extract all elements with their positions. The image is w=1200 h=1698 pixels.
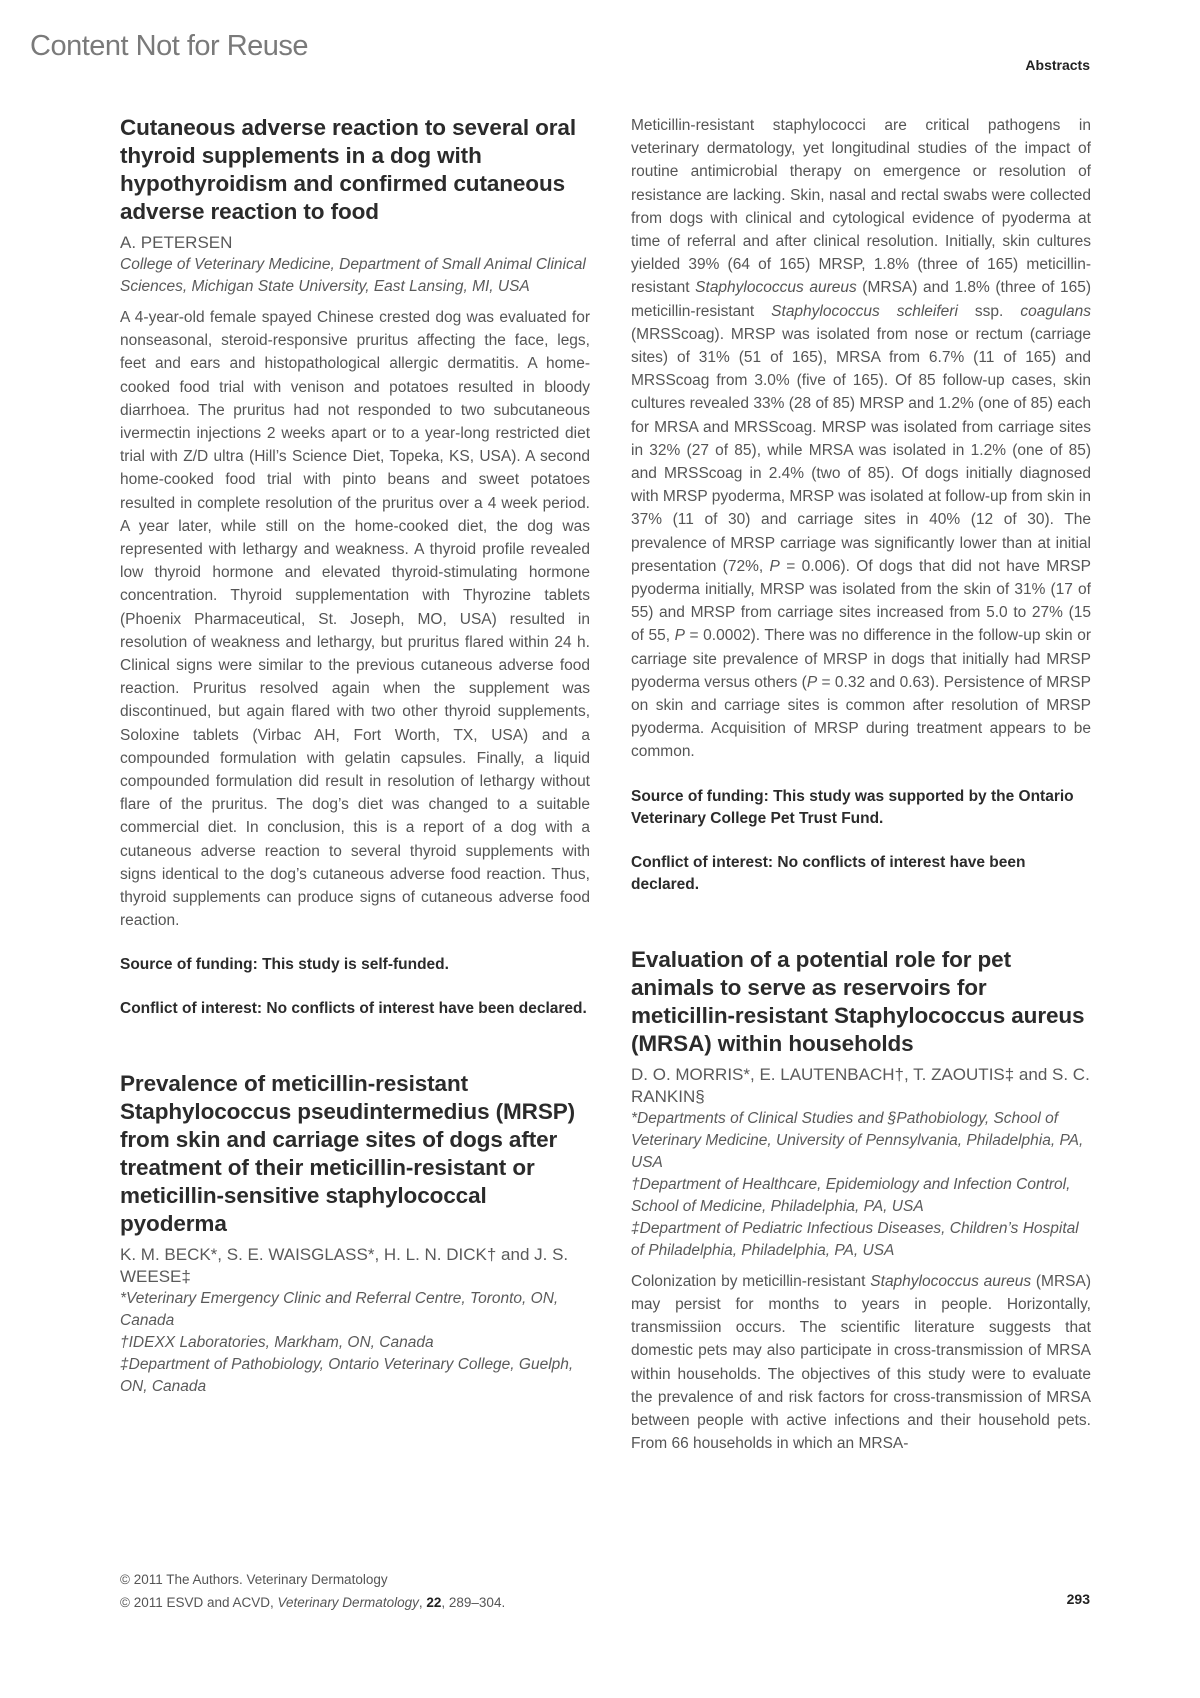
abstract-body: A 4-year-old female spayed Chinese crested dog was evaluated for nonseasonal, steroid-responsive pruritus affecting the face, legs, feet and ears and histopathological allergic dermatitis. A home-cooked food trial with venison and potatoes resulted in bloody diarrhoea. The pruritus had not responded to two subcutaneous ivermectin injections 2 weeks apart or to a year-long restricted diet trial with Z/D ultra (Hill’s Science Diet, Topeka, KS, USA). A second home-cooked food trial with pinto beans and sweet potatoes resulted in complete resolution of the pruritus over a 4 week period. A year later, while still on the home-cooked diet, the dog was represented with lethargy and weakness. A thyroid profile revealed low thyroid hormone and elevated thyroid-stimulating hormone concentration. Thyroid supplementation with Thyrozine tablets (Phoenix Pharmaceutical, St. Joseph, MO, USA) resulted in resolution of weakness and lethargy, but pruritus flared within 24 h. Clinical signs were similar to the previous cutaneous adverse food reaction. Pruritus resolved again when the supplement was discontinued, but again flared with two other thyroid supplements, Soloxine tablets (Virbac AH, Fort Worth, TX, USA) and a compounded formulation with gelatin capsules. Finally, a liquid compounded formulation did result in resolution of lethargy without flare of the pruritus. The dog’s diet was changed to a suitable commercial diet. In conclusion, this is a report of a dog with a cutaneous adverse reaction to several thyroid supplements with signs identical to the dog’s cutaneous adverse food reaction. Thus, thyroid supplements can produce signs of cutaneous adverse food reaction. — [120, 309, 590, 930]
watermark: Content Not for Reuse — [30, 30, 309, 62]
page-number: 293 — [1066, 1591, 1090, 1607]
running-head: Abstracts — [1025, 57, 1090, 73]
affiliation-line: †IDEXX Laboratories, Markham, ON, Canada — [120, 1334, 434, 1352]
affiliation-line: *Veterinary Emergency Clinic and Referral Centre, Toronto, ON, Canada — [120, 1290, 559, 1330]
abstract-body: Colonization by meticillin-resistant Staphylococcus aureus (MRSA) may persist for months to years in people. Horizontally, transmissiion occurs. The scientific literature suggests that domestic pets may also participate in cross-transmission of MRSA within households. The objectives of this study were to evaluate the prevalence of and risk factors for cross-transmission of MRSA between people with active infections and their household pets. From 66 households in which an MRSA- — [631, 1272, 1091, 1453]
abstract-thyroid — [120, 114, 590, 1020]
abstract-body: Meticillin-resistant staphylococci are critical pathogens in veterinary dermatology, yet longitudinal studies of the impact of routine antimicrobial therapy on emergence or resolution of resistance are lacking. Skin, nasal and rectal swabs were collected from dogs with clinical and cytological evidence of pyoderma at time of referral and after clinical resolution. Initially, skin cultures yielded 39% (64 of 165) MRSP, 1.8% (three of 165) meticillin-resistant Staphylococcus aureus (MRSA) and 1.8% (three of 165) meticillin-resistant Staphylococcus schleiferi ssp. coagulans (MRSScoag). MRSP was isolated from nose or rectum (carriage sites) of 31% (51 of 165), MRSA from 6.7% (11 of 165) and MRSScoag from 3.0% (five of 165). Of 85 follow-up cases, skin cultures revealed 33% (28 of 85) MRSP and 1.2% (one of 85) each for MRSA and MRSScoag. MRSP was isolated from carriage sites in 32% (27 of 85), while MRSA was isolated in 1.2% (one of 85) and MRSScoag in 2.4% (two of 85). Of dogs initially diagnosed with MRSP pyoderma, MRSP was isolated at follow-up from skin in 37% (11 of 30) and carriage sites in 40% (12 of 30). The prevalence of MRSP carriage was significantly lower than at initial presentation (72%, P = 0.006). Of dogs that did not have MRSP pyoderma initially, MRSP was isolated from the skin of 31% (17 of 55) and MRSP from carriage sites increased from 5.0 to 27% (15 of 55, P = 0.0002). There was no difference in the follow-up skin or carriage site prevalence of MRSP in dogs that initially had MRSP pyoderma versus others (P = 0.32 and 0.63). Persistence of MRSP on skin and carriage sites is common after resolution of MRSP pyoderma. Acquisition of MRSP during treatment appears to be common. — [631, 117, 1091, 761]
abstract-affiliation: College of Veterinary Medicine, Department of Small Animal Clinical Sciences, Michigan State University, East Lansing, MI, USA — [120, 256, 586, 295]
affiliation-line: ‡Department of Pediatric Infectious Diseases, Children’s Hospital of Philadelphia, Philadelphia, PA, USA — [631, 1219, 1079, 1259]
abstract-authors: D. O. MORRIS*, E. LAUTENBACH†, T. ZAOUTIS‡ and S. C. RANKIN§ — [631, 1064, 1090, 1106]
affiliation-line: ‡Department of Pathobiology, Ontario Veterinary College, Guelph, ON, Canada — [120, 1356, 574, 1396]
funding-statement: Source of funding: This study is self-funded. — [120, 956, 449, 974]
journal-name: Veterinary Dermatology — [277, 1595, 419, 1610]
volume-number: 22 — [426, 1595, 442, 1610]
conflict-statement: Conflict of interest: No conflicts of interest have been declared. — [120, 1000, 587, 1018]
copyright-line-1: © 2011 The Authors. Veterinary Dermatology — [120, 1572, 388, 1587]
abstract-affiliations — [631, 1108, 1091, 1262]
abstract-mrsp-continued — [631, 114, 1091, 896]
abstract-mrsa-households — [631, 946, 1091, 1456]
abstract-title: Prevalence of meticillin-resistant Staphylococcus pseudintermedius (MRSP) from skin and carriage sites of dogs after treatment of their meticillin-resistant or meticillin-sensitive staphylococcal pyoderma — [120, 1071, 576, 1237]
copyright-line-2: © 2011 ESVD and ACVD, Veterinary Dermatology, 22, 289–304. — [120, 1595, 506, 1610]
affiliation-line: †Department of Healthcare, Epidemiology and Infection Control, School of Medicine, Philadelphia, PA, USA — [631, 1175, 1071, 1215]
conflict-statement: Conflict of interest: No conflicts of interest have been declared. — [631, 853, 1026, 893]
abstract-authors: K. M. BECK*, S. E. WAISGLASS*, H. L. N. DICK† and J. S. WEESE‡ — [120, 1245, 569, 1287]
funding-statement: Source of funding: This study was supported by the Ontario Veterinary College Pet Trust Fund. — [631, 787, 1074, 827]
abstract-authors: A. PETERSEN — [120, 233, 233, 252]
affiliation-line: *Departments of Clinical Studies and §Pathobiology, School of Veterinary Medicine, University of Pennsylvania, Philadelphia, PA, USA — [631, 1109, 1084, 1171]
abstract-title: Evaluation of a potential role for pet animals to serve as reservoirs for meticillin-resistant Staphylococcus aureus (MRSA) within households — [631, 946, 1085, 1056]
left-column — [120, 114, 590, 1406]
copyright-notice — [120, 1568, 505, 1614]
right-column — [631, 114, 1091, 1455]
abstract-affiliations — [120, 1288, 590, 1398]
abstract-mrsp — [120, 1070, 590, 1398]
abstract-title: Cutaneous adverse reaction to several oral thyroid supplements in a dog with hypothyroidism and confirmed cutaneous adverse reaction to food — [120, 115, 576, 224]
